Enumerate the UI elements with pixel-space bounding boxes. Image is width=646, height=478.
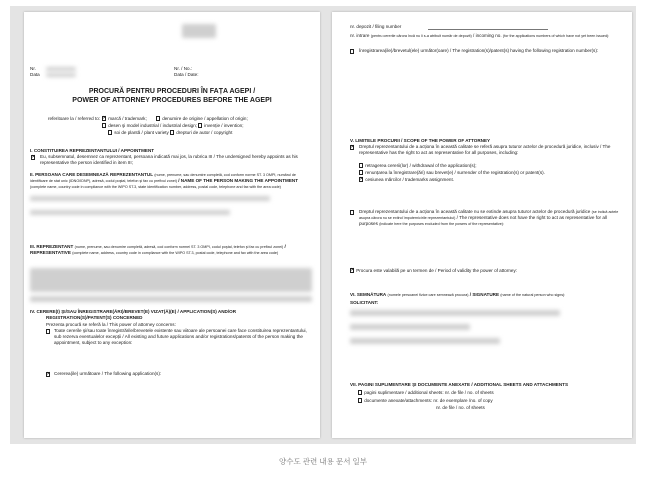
redacted-representative bbox=[30, 268, 312, 292]
incoming-number-label: nr. intrare (pentru cererile cărora încă nu li s-a atribuit număr de depozit) / incoming no. (for the applications numbers of which have not yet been issued): bbox=[350, 33, 610, 38]
checkbox-validity[interactable] bbox=[350, 268, 354, 272]
section-5-opt1-checkbox bbox=[350, 145, 356, 151]
redacted-nr bbox=[46, 67, 76, 71]
checkbox-limited-purposes[interactable] bbox=[350, 210, 354, 214]
option-appellation: denumire de origine / appellation of origin; bbox=[156, 116, 248, 122]
section-2-heading: II. PERSOANA CARE DESEMNEAZĂ REPREZENTANTUL (nume, prenume, sau denumire completă, cod conform norme ST. 3 OMPI, numărul de identificare de stat unic (IDNO/IDNP), adresă, codul poştal, telefon şi fax cu prefixul zonei) / NAME OF THE PERSON MAKING THE APPOINTMENT (complete name, country code in compliance with the WIPO ST.3, state identification number, address, postal code, telephone and fax with the area code) bbox=[30, 172, 299, 190]
redacted-date bbox=[46, 73, 76, 77]
section-4-heading-1: IV. CERERE(I) ŞI/SAU ÎNREGISTRARE(ĂRI)/BREVET(E) VIZAT(Ă)(E) / APPLICATION(S) AND/OR bbox=[30, 309, 237, 314]
document-viewer bbox=[10, 6, 636, 444]
section-1-checkbox bbox=[31, 155, 37, 161]
filing-number-line bbox=[428, 29, 548, 30]
attachments-sheets: nr. de file / no. of sheets bbox=[436, 405, 485, 410]
redacted-signature bbox=[350, 310, 560, 316]
section-5-opt2-checkbox bbox=[350, 210, 356, 216]
document-page-2 bbox=[332, 12, 632, 438]
checkbox-surrender[interactable] bbox=[359, 170, 363, 174]
option-design: desen şi model industrial / industrial design; bbox=[102, 123, 197, 129]
section-1-heading: I. CONSTITUIREA REPREZENTANTULUI / APPOINTMENT bbox=[30, 148, 155, 153]
redacted-stamp bbox=[182, 24, 216, 38]
checkbox-design[interactable] bbox=[102, 123, 106, 127]
checkbox-additional-sheets[interactable] bbox=[358, 390, 362, 394]
section-3-heading: III. REPREZENTANT (nume, prenume, sau denumire completă, adresă, cod conform normei ST. 3 OMPI, codul poştal, telefon şi fax cu prefixul zonei) / REPRESENTATIVE (complete name, address, country code in compliance with the WIPO ST.3, postal code, telephone and fax with the area code) bbox=[30, 244, 286, 256]
checkbox-withdrawal[interactable] bbox=[359, 163, 363, 167]
section-4-opt1-checkbox bbox=[46, 329, 52, 335]
nr-label: Nr. bbox=[30, 66, 36, 71]
option-trademark: ✕ marcă / trademark; bbox=[102, 116, 147, 122]
checkbox-all-applications[interactable] bbox=[46, 329, 50, 333]
section-5-heading: V. LIMITELE PROCURII / SCOPE OF THE POWER OF ATTORNEY bbox=[350, 138, 491, 143]
image-caption: 양수도 관련 내용 문서 일부 bbox=[278, 457, 368, 466]
checkbox-appellation[interactable] bbox=[156, 116, 160, 120]
section-7-heading: VII. PAGINI SUPLIMENTARE ŞI DOCUMENTE ANEXATE / ADDITIONAL SHEETS AND ATTACHMENTS bbox=[350, 382, 569, 387]
redacted-signature-3 bbox=[350, 338, 500, 344]
section-6-heading: VI. SEMNĂTURA (numele persoanei fizice care semnează procura) / SIGNATURE (name of the natural person who signs): bbox=[350, 292, 566, 297]
section-4-opt2-text: Cererea(ile) următoare / The following application(s): bbox=[54, 371, 162, 376]
checkbox-attachments[interactable] bbox=[358, 398, 362, 402]
document-page-1 bbox=[24, 12, 320, 438]
registration-checkbox-wrap bbox=[350, 49, 356, 55]
scope-assignment: ✕cesiunea mărcilor / trademarks assignment. bbox=[359, 177, 454, 183]
checkbox-trademark[interactable] bbox=[102, 116, 106, 120]
option-copyright: drepturi de autor / copyright bbox=[170, 130, 232, 136]
checkbox-plant-variety[interactable] bbox=[108, 130, 112, 134]
section-5-opt2-text: Dreptul reprezentantului de a acționa în această calitate nu se extinde asupra tuturor actelor de procedură juridice (se indică actele asupra cărora nu se extind împuternicirile reprezentantului) / The representative does not have the right to act as representative for all purposes (indicate here the purposes excluded from the powers of the representative): bbox=[359, 209, 619, 227]
section-5-opt1-text: Dreptul reprezentantului de a acționa în această calitate se referă asupra tuturor actelor de procedură juridice, inclusiv / The representative has the right to act as representative for all purposes, including: bbox=[359, 144, 611, 156]
option-invention: invenție / invention; bbox=[198, 123, 244, 129]
applicant-label: SOLICITANT: bbox=[350, 300, 379, 305]
section-4-opt2-checkbox bbox=[46, 372, 52, 378]
checkbox-following-applications[interactable] bbox=[46, 372, 50, 376]
checkbox-registrations[interactable] bbox=[350, 49, 354, 53]
form-title-line2: POWER OF ATTORNEY PROCEDURES BEFORE THE AGEPI bbox=[72, 97, 272, 104]
redacted-representative-2 bbox=[30, 296, 312, 302]
section-1-text: Eu, subsemnatul, desemnez ca reprezentant, persoana indicată mai jos, la rubrica III / The undersigned hereby appoints as his representative the person identified in item III; bbox=[40, 154, 298, 166]
form-title-line1: PROCURĂ PENTRU PROCEDURI ÎN FAȚA AGEPI / bbox=[88, 88, 256, 95]
redacted-signature-2 bbox=[350, 324, 470, 330]
checkbox-copyright[interactable] bbox=[170, 130, 174, 134]
scope-surrender: renunțarea la înregistrare(ări) sau brevet(e) / surrender of the registration(s) or patent(s). bbox=[359, 170, 545, 176]
option-plant-variety: soi de plantă / plant variety bbox=[108, 130, 169, 136]
scope-withdrawal: retragerea cererii(lor) / withdrawal of the application(s); bbox=[359, 163, 477, 169]
checkbox-all-purposes[interactable] bbox=[350, 145, 354, 149]
section-4-opt1-text: Toate cererile şi/sau toate înregistrările/brevetele existente sau viitoare ale persoanei care face constituirea reprezentantului, sub rezerva eventualelor excepții / All existing and future applications and/or registrations/patents of the person making the appointment, subject to any exception: bbox=[54, 328, 307, 346]
date-label: Data bbox=[30, 72, 40, 77]
registration-numbers-label: Înregistrarea(ile)/brevetul(ele) următor(oare) / The registration(s)/patent(s) having the following registration number(s): bbox=[359, 48, 599, 53]
section-4-intro: Prezenta procură se referă la / This power of attorney concerns: bbox=[46, 322, 176, 327]
checkbox-assignment[interactable] bbox=[359, 177, 363, 181]
nr-no-label: Nr. / No.: bbox=[174, 66, 193, 71]
redacted-appointing-person-2 bbox=[30, 210, 230, 215]
section-4-heading-2: REGISTRATION(S)/PATENT(S) CONCERNED bbox=[46, 315, 143, 320]
attachments: documente anexate/attachments: nr. de exemplare /no. of copy bbox=[358, 398, 493, 404]
data-date-label: Data / Date: bbox=[174, 72, 199, 77]
checkbox-invention[interactable] bbox=[198, 123, 202, 127]
additional-sheets: pagini suplimentare / additional sheets: nr. de file / no. of sheets bbox=[358, 390, 494, 396]
referred-to-label: referitoare la / referred to: bbox=[48, 116, 101, 121]
validity-period: ✕Procura este valabilă pe un termen de / Period of validity the power of attorney: bbox=[350, 268, 517, 274]
filing-number-label: nr. depozit / filing number bbox=[350, 24, 402, 29]
checkbox-appointment[interactable] bbox=[31, 155, 35, 159]
redacted-appointing-person bbox=[30, 196, 270, 201]
